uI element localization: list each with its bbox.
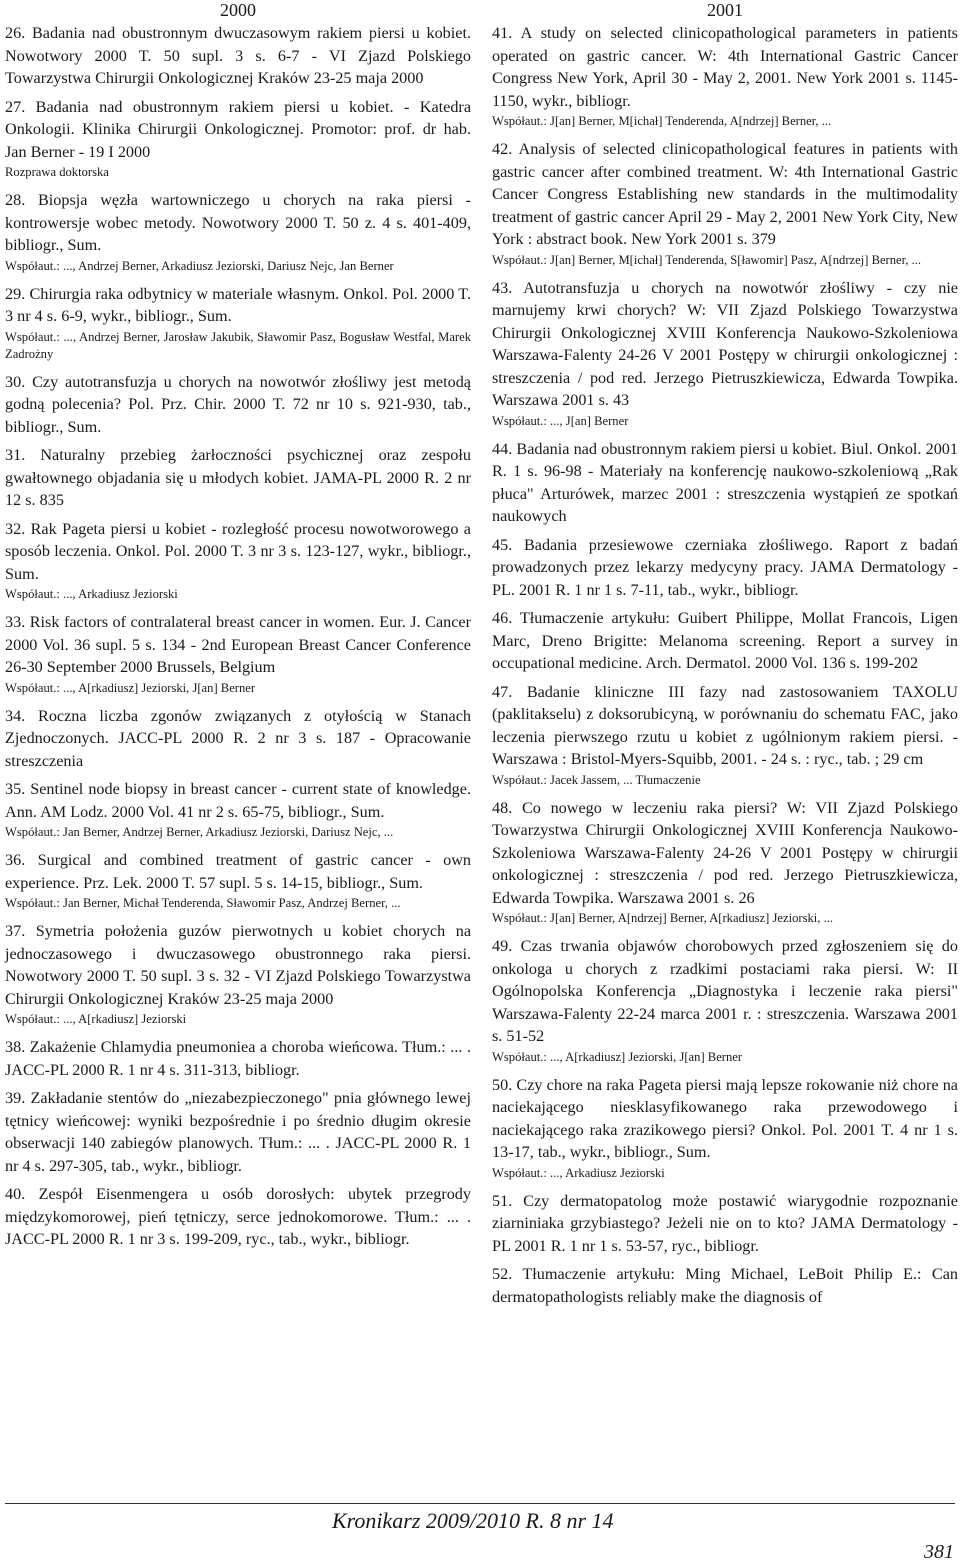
bibliography-entry: 38. Zakażenie Chlamydia pneumoniea a choroba wieńcowa. Tłum.: ... . JACC-PL 2000 R. 1 nr 4 s. 311-313, bibliogr. [5,1038,471,1079]
entry-coauthors: Współaut.: ..., Arkadiusz Jeziorski [492,1165,665,1180]
bibliography-entry: 45. Badania przesiewowe czerniaka złośliwego. Raport z badań prowadzonych przez lekarzy medycyny pracy. JAMA Dermatology - PL. 2001 R. 1 nr 1 s. 7-11, tab., wykr., bibliogr. [492,535,958,599]
entry-coauthors: Współaut.: J[an] Berner, M[ichał] Tenderenda, S[ławomir] Pasz, A[ndrzej] Berner, ... [492,252,922,267]
bibliography-entry: 50. Czy chore na raka Pageta piersi mają lepsze rokowanie niż chore na naciekającego niesklasyfikowanego raka przewodowego i naciekającego raka zrazikowego piersi? Onkol. Pol. 2001 T. 4 nr 1 s. 13-17, tab., wykr., bibliogr., Sum. [492,1075,958,1161]
bibliography-entry: 52. Tłumaczenie artykułu: Ming Michael, LeBoit Philip E.: Can dermatopathologists reliably make the diagnosis of [492,1265,958,1306]
right-column [492,0,958,1308]
bibliography-entry: 34. Roczna liczba zgonów związanych z otyłością w Stanach Zjednoczonych. JACC-PL 2000 R. 2 nr 3 s. 187 - Opracowanie streszczenia [5,706,471,770]
entry-list [492,22,958,1308]
year-heading: 2000 [220,0,256,20]
bibliography-entry: 29. Chirurgia raka odbytnicy w materiale własnym. Onkol. Pol. 2000 T. 3 nr 4 s. 6-9, wykr., bibliogr., Sum. [5,284,471,325]
entry-coauthors: Współaut.: ..., A[rkadiusz] Jeziorski [5,1012,187,1026]
bibliography-entry: 28. Biopsja węzła wartowniczego u chorych na raka piersi - kontrowersje wobec metody. Nowotwory 2000 T. 50 z. 4 s. 401-409, bibliogr., Sum. [5,191,471,254]
entry-coauthors: Rozprawa doktorska [5,165,109,179]
bibliography-entry: 37. Symetria położenia guzów pierwotnych u kobiet chorych na jednoczasowego i dwuczasowego obustronnego raka piersi. Nowotwory 2000 T. 50 supl. 3 s. 32 - VI Zjazd Polskiego Towarzystwa Chirurgii Onkologicznej Kraków 23-25 maja 2000 [5,922,471,1008]
entry-coauthors: Współaut.: ..., A[rkadiusz] Jeziorski, J[an] Berner [5,680,256,695]
entry-coauthors: Współaut.: ..., Andrzej Berner, Arkadiusz Jeziorski, Dariusz Nejc, Jan Berner [5,258,394,273]
bibliography-entry: 46. Tłumaczenie artykułu: Guibert Philippe, Mollat Francois, Ligen Marc, Dreno Brigitte: Melanoma screening. Report a survey in occupational medicine. Arch. Dermatol. 2000 Vol. 136 s. 199-202 [492,609,958,672]
footer-rule [5,1503,955,1504]
bibliography-entry: 32. Rak Pageta piersi u kobiet - rozległość procesu nowotworowego a sposób leczenia. Onkol. Pol. 2000 T. 3 nr 3 s. 123-127, wykr., bibliogr., Sum. [5,519,471,583]
bibliography-entry: 49. Czas trwania objawów chorobowych przed zgłoszeniem się do onkologa u chorych z rzadkimi postaciami raka piersi. W: II Ogólnopolska Konferencja „Diagnostyka i leczenie raka piersi" Warszawa-Falenty 22-24 marca 2001 r. : streszczenia. Warszawa 2001 s. 51-52 [492,937,958,1045]
entry-coauthors: Współaut.: Jan Berner, Michał Tenderenda, Sławomir Pasz, Andrzej Berner, ... [5,896,401,910]
bibliography-entry: 42. Analysis of selected clinicopathological features in patients with gastric cancer after combined treatment. W: 4th International Gastric Cancer Congress Establishing new standards in the multimodality treatment of gastric cancer April 29 - May 2, 2001 New York City, New York : abstract book. New York 2001 s. 379 [492,140,958,248]
entry-list [5,22,471,1251]
bibliography-entry: 51. Czy dermatopatolog może postawić wiarygodnie rozpoznanie ziarniniaka grzybiastego? Jeżeli nie on to kto? JAMA Dermatology - PL 2001 R. 1 nr 1 s. 53-57, ryc., bibliogr. [492,1191,958,1255]
entry-coauthors: Współaut.: ..., Andrzej Berner, Jarosław Jakubik, Sławomir Pasz, Bogusław Westfal, Marek Zadrożny [5,329,471,361]
bibliography-entry: 40. Zespół Eisenmengera u osób dorosłych: ubytek przegrody międzykomorowej, pień tętniczy, serce jednokomorowe. Tłum.: ... . JACC-PL 2000 R. 1 nr 3 s. 199-209, ryc., tab., wykr., bibliogr. [5,1185,471,1248]
bibliography-entry: 41. A study on selected clinicopathological parameters in patients operated on gastric cancer. W: 4th International Gastric Cancer Congress New York, April 30 - May 2, 2001. New York 2001 s. 1145-1150, wykr., bibliogr. [492,24,958,110]
bibliography-entry: 39. Zakładanie stentów do „niezabezpieczonego" pnia głównego lewej tętnicy wieńcowej: wyniki bezpośrednie i po średnio długim okresie obserwacji 140 zabiegów planowych. Tłum.: ... . JACC-PL 2000 R. 1 nr 4 s. 297-305, tab., wykr., bibliogr. [5,1089,471,1175]
bibliography-entry: 44. Badania nad obustronnym rakiem piersi u kobiet. Biul. Onkol. 2001 R. 1 s. 96-98 - Materiały na konferencję naukowo-szkoleniową „Rak płuca" Arturówek, marzec 2001 : streszczenia wystąpień ze spotkań naukowych [492,439,958,525]
left-column [5,0,471,1251]
entry-coauthors: Współaut.: J[an] Berner, A[ndrzej] Berner, A[rkadiusz] Jeziorski, ... [492,911,834,925]
page-number: 381 [924,1541,954,1563]
bibliography-entry: 27. Badania nad obustronnym rakiem piersi u kobiet. - Katedra Onkologii. Klinika Chirurgii Onkologicznej. Promotor: prof. dr hab. Jan Berner - 19 I 2000 [5,97,471,161]
year-heading: 2001 [707,0,743,20]
bibliography-entry: 47. Badanie kliniczne III fazy nad zastosowaniem TAXOLU (paklitakselu) z doksorubicyną, w porównaniu do schematu FAC, jako leczenia pierwszego rzutu u kobiet z ugólnionym rakiem piersi. - Warszawa : Bristol-Myers-Squibb, 2001. - 24 s. : ryc., tab. ; 29 cm [492,682,958,768]
entry-coauthors: Współaut.: ..., J[an] Berner [492,413,629,428]
bibliography-entry: 30. Czy autotransfuzja u chorych na nowotwór złośliwy jest metodą godną polecenia? Pol. Prz. Chir. 2000 T. 72 nr 10 s. 921-930, tab., bibliogr., Sum. [5,372,471,436]
entry-coauthors: Współaut.: ..., Arkadiusz Jeziorski [5,587,178,601]
bibliography-entry: 31. Naturalny przebieg żarłoczności psychicznej oraz zespołu gwałtownego objadania się u młodych kobiet. JAMA-PL 2000 R. 2 nr 12 s. 835 [5,446,471,509]
journal-footer: Kronikarz 2009/2010 R. 8 nr 14 [332,1508,614,1533]
bibliography-entry: 43. Autotransfuzja u chorych na nowotwór złośliwy - czy nie marnujemy krwi chorych? W: VII Zjazd Polskiego Towarzystwa Chirurgii Onkologicznej XVIII Konferencja Naukowo-Szkoleniowa Warszawa-Falenty 24-26 V 2001 Postępy w chirurgii onkologicznej : streszczenia / pod red. Jerzego Pietruszkiewicza, Edwarda Towpika. Warszawa 2001 s. 43 [492,278,958,409]
bibliography-entry: 48. Co nowego w leczeniu raka piersi? W: VII Zjazd Polskiego Towarzystwa Chirurgii Onkologicznej XVIII Konferencja Naukowo-Szkoleniowa Warszawa-Falenty 24-26 V 2001 Postępy w chirurgii onkologicznej : streszczenia / pod red. Jerzego Pietruszkiewicza, Edwarda Towpika. Warszawa 2001 s. 26 [492,798,958,907]
entry-coauthors: Współaut.: ..., A[rkadiusz] Jeziorski, J[an] Berner [492,1049,743,1064]
bibliography-entry: 36. Surgical and combined treatment of gastric cancer - own experience. Prz. Lek. 2000 T. 57 supl. 5 s. 14-15, bibliogr., Sum. [5,851,471,892]
bibliography-entry: 33. Risk factors of contralateral breast cancer in women. Eur. J. Cancer 2000 Vol. 36 supl. 5 s. 134 - 2nd European Breast Cancer Conference 26-30 September 2000 Brussels, Belgium [5,613,471,676]
bibliography-entry: 26. Badania nad obustronnym dwuczasowym rakiem piersi u kobiet. Nowotwory 2000 T. 50 supl. 3 s. 6-7 - VI Zjazd Polskiego Towarzystwa Chirurgii Onkologicznej Kraków 23-25 maja 2000 [5,24,471,87]
bibliography-entry: 35. Sentinel node biopsy in breast cancer - current state of knowledge. Ann. AM Lodz. 2000 Vol. 41 nr 2 s. 65-75, bibliogr., Sum. [5,780,471,821]
entry-coauthors: Współaut.: Jacek Jassem, ... Tłumaczenie [492,772,701,787]
entry-coauthors: Współaut.: Jan Berner, Andrzej Berner, Arkadiusz Jeziorski, Dariusz Nejc, ... [5,825,394,839]
entry-coauthors: Współaut.: J[an] Berner, M[ichał] Tenderenda, A[ndrzej] Berner, ... [492,114,832,128]
